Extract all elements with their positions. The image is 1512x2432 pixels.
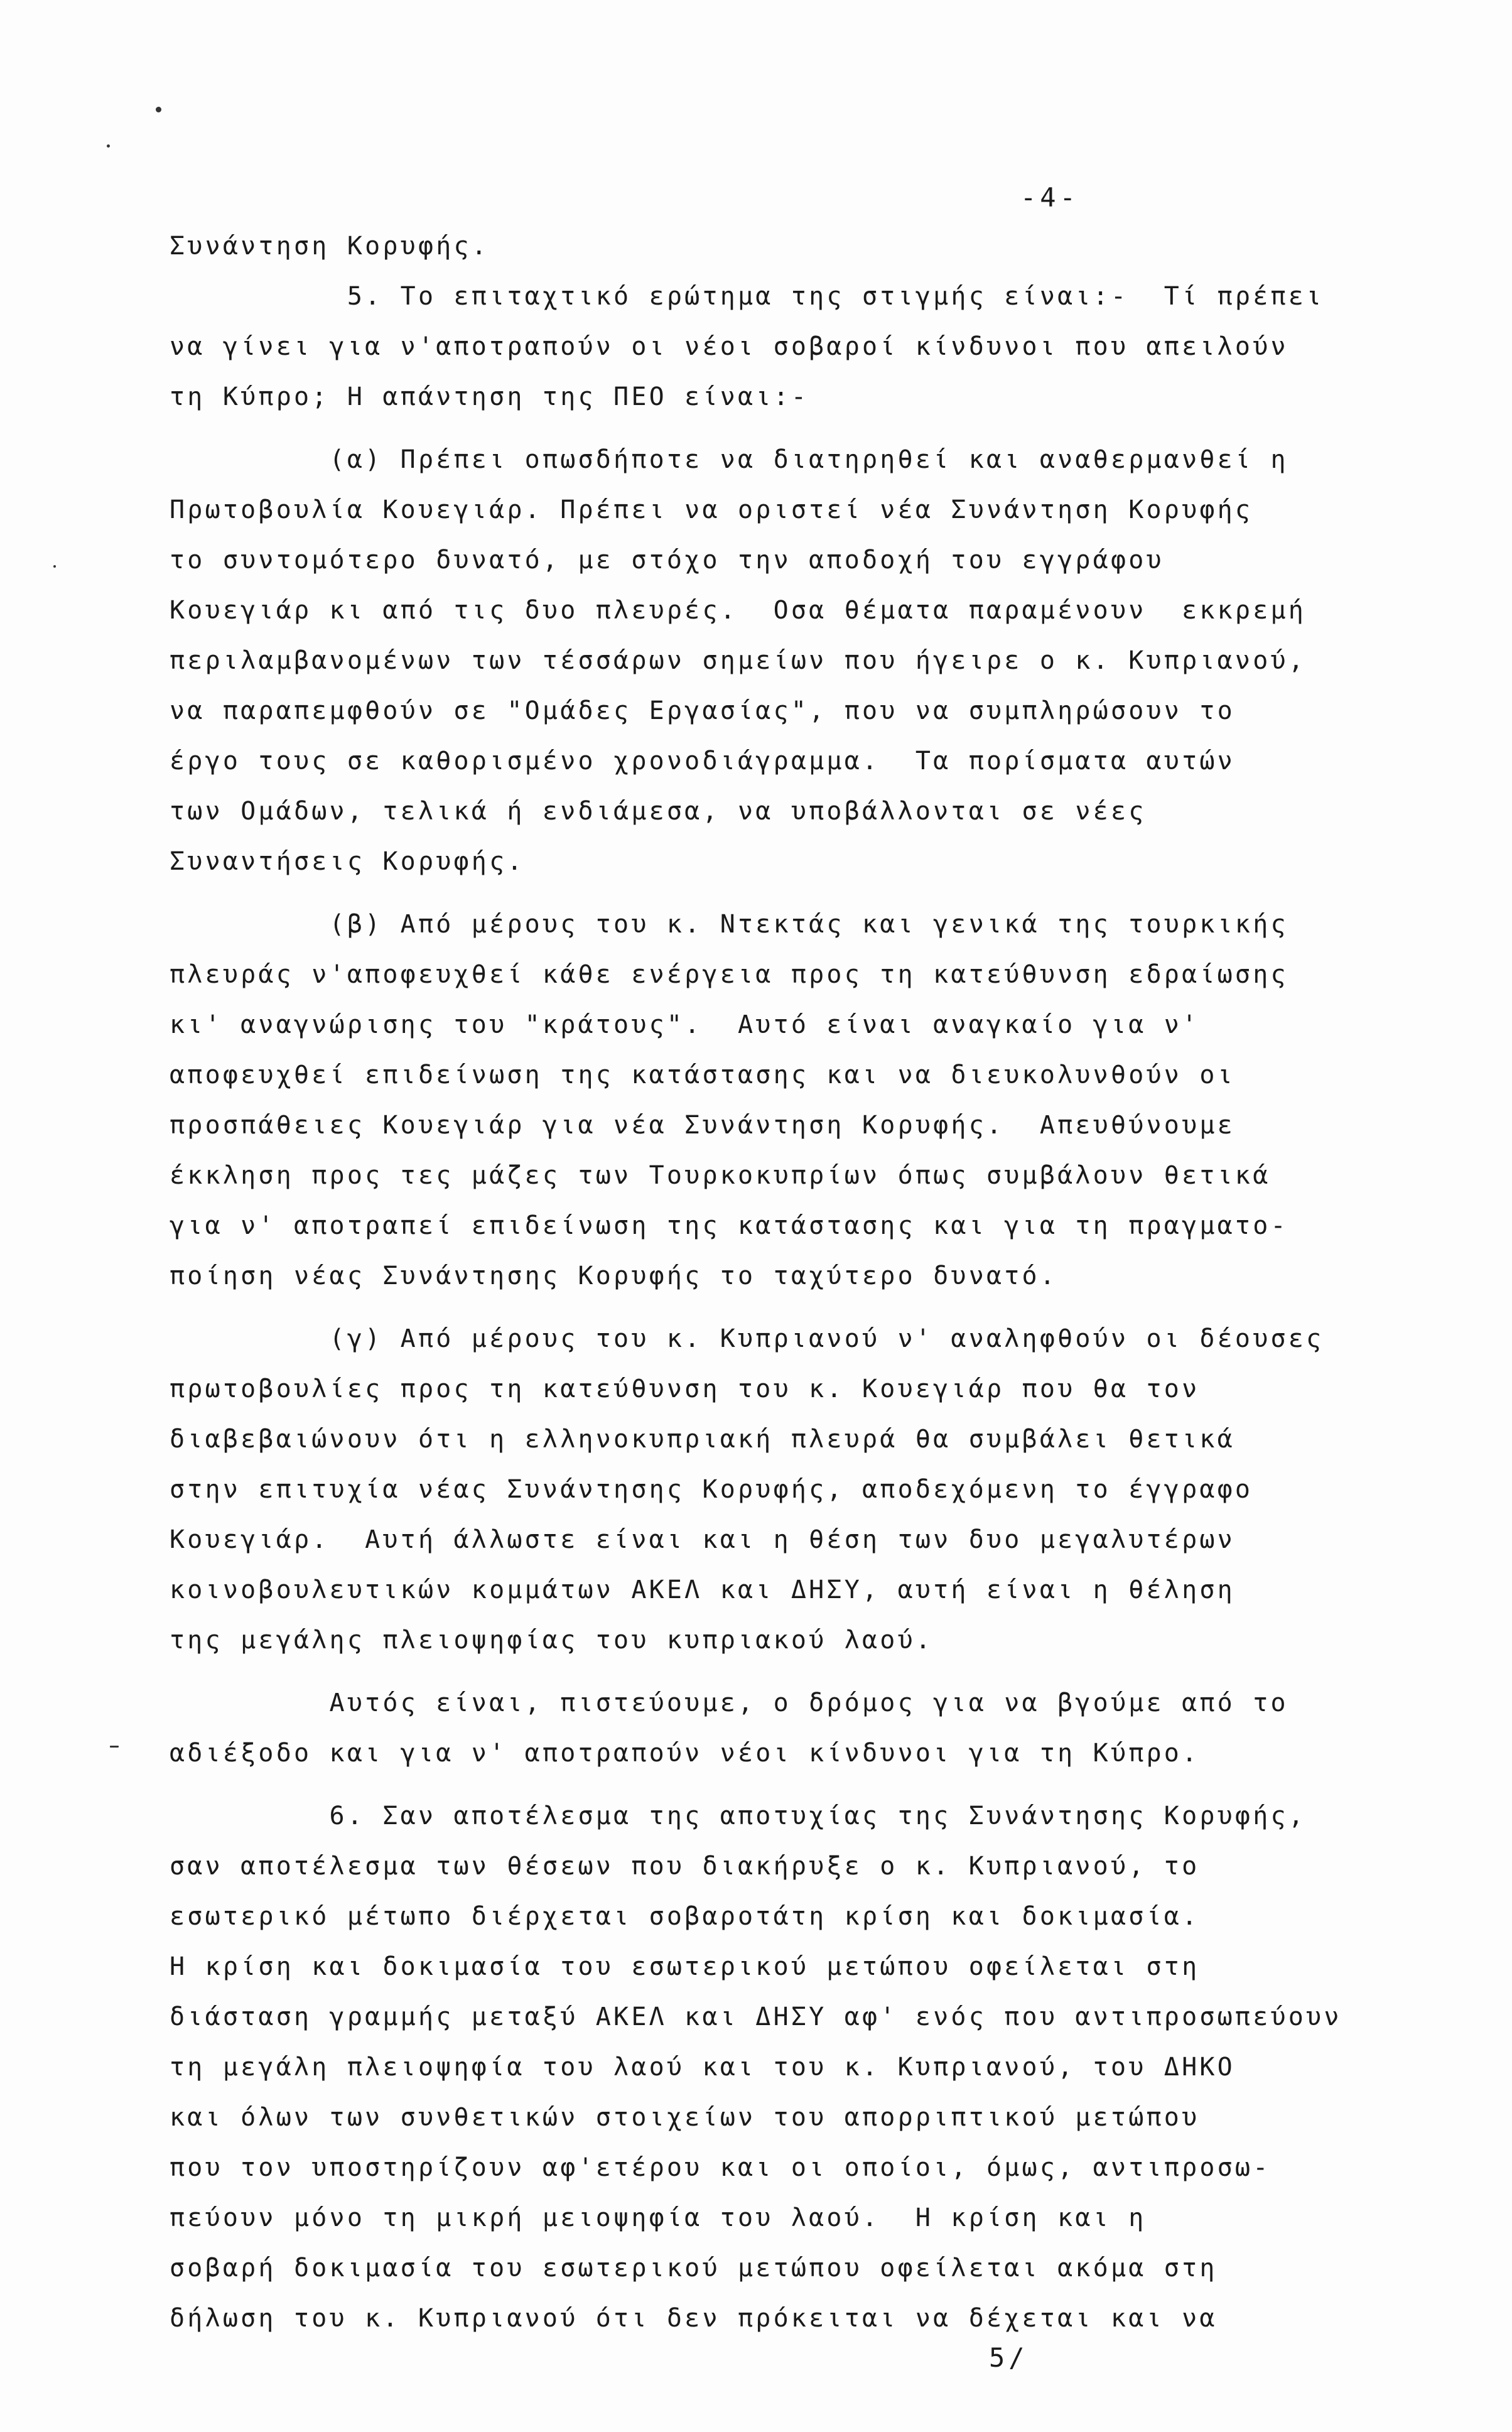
text-line: και όλων των συνθετικών στοιχείων του απορριπτικού μετώπου (170, 2103, 1200, 2132)
text-line: (γ) Από μέρους του κ. Κυπριανού ν' αναληφθούν οι δέουσες (170, 1324, 1324, 1353)
text-line: να παραπεμφθούν σε "Ομάδες Εργασίας", που να συμπληρώσουν το (170, 696, 1235, 725)
text-line: πλευράς ν'αποφευχθεί κάθε ενέργεια προς τη κατεύθυνση εδραίωσης (170, 960, 1288, 989)
text-line: στην επιτυχία νέας Συνάντησης Κορυφής, αποδεχόμενη το έγγραφο (170, 1475, 1253, 1504)
text-line: περιλαμβανομένων των τέσσάρων σημείων που ήγειρε ο κ. Κυπριανού, (170, 646, 1307, 675)
scan-speck (156, 107, 161, 112)
text-line: πεύουν μόνο τη μικρή μειοψηφία του λαού. Η κρίση και η (170, 2203, 1147, 2232)
text-line: πρωτοβουλίες προς τη κατεύθυνση του κ. Κουεγιάρ που θα τον (170, 1375, 1200, 1403)
text-line: Συνάντηση Κορυφής. (170, 232, 490, 261)
text-line: διαβεβαιώνουν ότι η ελληνοκυπριακή πλευρά θα συμβάλει θετικά (170, 1425, 1235, 1454)
text-line: σαν αποτέλεσμα των θέσεων που διακήρυξε ο κ. Κυπριανού, το (170, 1852, 1200, 1881)
text-line: αποφευχθεί επιδείνωση της κατάστασης και να διευκολυνθούν οι (170, 1061, 1235, 1089)
text-line: τη Κύπρο; Η απάντηση της ΠΕΟ είναι:- (170, 382, 809, 411)
text-line: Πρωτοβουλία Κουεγιάρ. Πρέπει να οριστεί νέα Συνάντηση Κορυφής (170, 495, 1253, 524)
text-line: 6. Σαν αποτέλεσμα της αποτυχίας της Συνάντησης Κορυφής, (170, 1802, 1307, 1830)
text-line: Αυτός είναι, πιστεύουμε, ο δρόμος για να βγούμε από το (170, 1689, 1288, 1717)
text-line: σοβαρή δοκιμασία του εσωτερικού μετώπου οφείλεται ακόμα στη (170, 2254, 1218, 2283)
text-line: κι' αναγνώρισης του "κράτους". Αυτό είναι αναγκαίο για ν' (170, 1010, 1200, 1039)
text-line: που τον υποστηρίζουν αφ'ετέρου και οι οποίοι, όμως, αντιπροσω- (170, 2153, 1271, 2182)
scan-speck (110, 1746, 119, 1748)
text-line: της μεγάλης πλειοψηφίας του κυπριακού λαού. (170, 1626, 934, 1655)
page-number: -4- (1020, 182, 1079, 213)
text-line: δήλωση του κ. Κυπριανού ότι δεν πρόκειται να δέχεται και να (170, 2304, 1218, 2333)
text-line: να γίνει για ν'αποτραπούν οι νέοι σοβαροί κίνδυνοι που απειλούν (170, 332, 1288, 361)
text-line: τη μεγάλη πλειοψηφία του λαού και του κ. Κυπριανού, του ΔΗΚΟ (170, 2053, 1235, 2082)
text-line: προσπάθειες Κουεγιάρ για νέα Συνάντηση Κορυφής. Απευθύνουμε (170, 1111, 1235, 1140)
text-line: Συναντήσεις Κορυφής. (170, 847, 525, 876)
text-line: Η κρίση και δοκιμασία του εσωτερικού μετώπου οφείλεται στη (170, 1952, 1200, 1981)
text-line: 5. Το επιταχτικό ερώτημα της στιγμής είναι:- Τί πρέπει (170, 282, 1324, 311)
text-line: εσωτερικό μέτωπο διέρχεται σοβαροτάτη κρίση και δοκιμασία. (170, 1902, 1200, 1931)
text-line: έκκληση προς τες μάζες των Τουρκοκυπρίων όπως συμβάλουν θετικά (170, 1161, 1271, 1190)
text-line: διάσταση γραμμής μεταξύ ΑΚΕΛ και ΔΗΣΥ αφ' ενός που αντιπροσωπεύουν (170, 2002, 1342, 2031)
text-line: το συντομότερο δυνατό, με στόχο την αποδοχή του εγγράφου (170, 546, 1164, 575)
text-line: (α) Πρέπει οπωσδήποτε να διατηρηθεί και αναθερμανθεί η (170, 445, 1288, 474)
text-line: αδιέξοδο και για ν' αποτραπούν νέοι κίνδυνοι για τη Κύπρο. (170, 1739, 1200, 1768)
scan-speck (107, 144, 110, 148)
scan-speck (53, 565, 56, 568)
text-line: των Ομάδων, τελικά ή ενδιάμεσα, να υποβάλλονται σε νέες (170, 797, 1147, 826)
text-line: Κουεγιάρ. Αυτή άλλωστε είναι και η θέση των δυο μεγαλυτέρων (170, 1525, 1235, 1554)
text-line: έργο τους σε καθορισμένο χρονοδιάγραμμα. Τα πορίσματα αυτών (170, 747, 1235, 776)
text-line: Κουεγιάρ κι από τις δυο πλευρές. Οσα θέματα παραμένουν εκκρεμή (170, 596, 1307, 625)
text-line: (β) Από μέρους του κ. Ντεκτάς και γενικά της τουρκικής (170, 910, 1288, 939)
text-line: για ν' αποτραπεί επιδείνωση της κατάστασης και για τη πραγματο- (170, 1211, 1288, 1240)
text-line: ποίηση νέας Συνάντησης Κορυφής το ταχύτερο δυνατό. (170, 1262, 1058, 1290)
text-line: κοινοβουλευτικών κομμάτων ΑΚΕΛ και ΔΗΣΥ, αυτή είναι η θέληση (170, 1575, 1235, 1604)
continuation-marker: 5/ (989, 2342, 1029, 2373)
